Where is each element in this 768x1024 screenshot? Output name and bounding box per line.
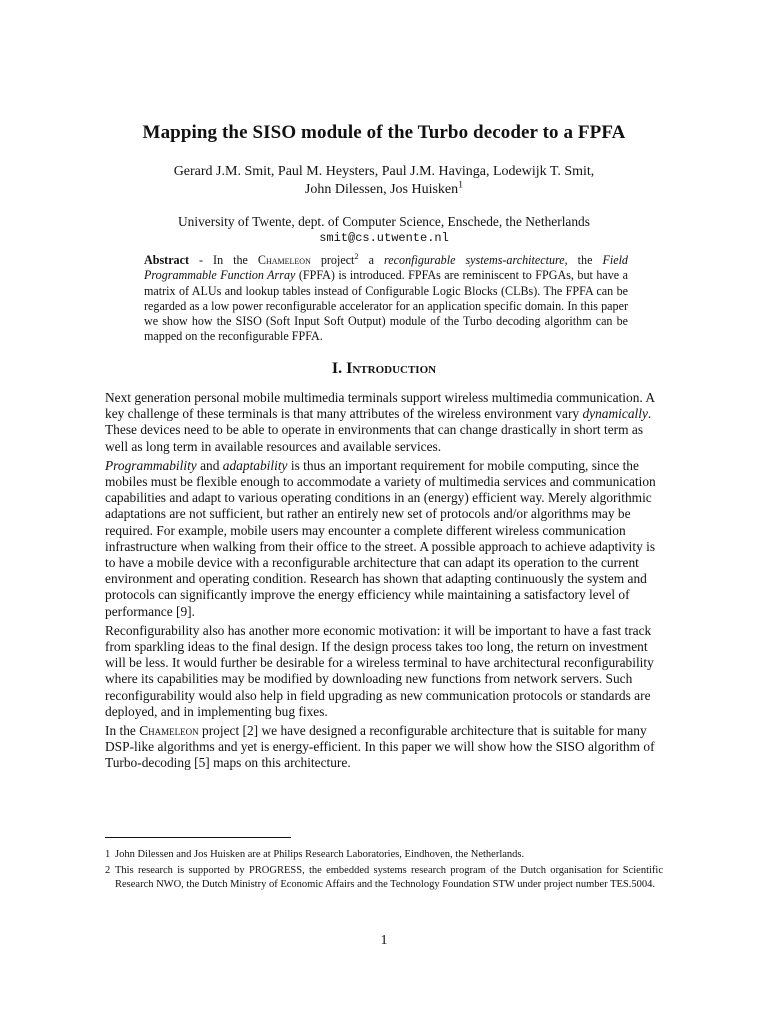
footnote-number: 2 [105, 865, 111, 876]
paragraph-text: In the [105, 723, 140, 739]
paragraph-text: . These devices need to be able to operate in environments that can change drastically in short term as well as long term in available resources and available services. [105, 406, 652, 454]
paragraph-text: Next generation personal mobile multimedia terminals support wireless multimedia communication. A key challenge of these terminals is that many attributes of the wireless environment vary [105, 390, 655, 422]
paragraph-text: is thus an important requirement for mobile computing, since the mobiles must be flexible enough to accommodate a variety of multimedia services and communication capabilities and adapt to various operating conditions in an (energy) efficient way. Merely algorithmic adaptations are not sufficient, but rather an entirely new set of protocols and/or algorithms may be required. For example, mobile users may encounter a complete different wireless communication infrastructure when walking from their office to the street. A possible approach to achieve adaptivity is to have a mobile device with a reconfigurable architecture that can adapt its operation to the current environment and operating condition. Research has shown that adapting continuously the system and protocols can significantly improve the energy efficiency while maintaining a satisfactory level of performance [9]. [105, 457, 656, 619]
abstract-emphasis: reconfigurable systems-architecture, [384, 253, 568, 267]
abstract-text: - In the [189, 253, 258, 267]
page-number: 1 [380, 933, 388, 948]
abstract-text: project [310, 253, 355, 267]
paragraph-emphasis: Programmability [105, 457, 197, 473]
paragraph-emphasis: dynamically [582, 406, 648, 422]
section-heading [0, 360, 768, 378]
paragraph-1 [105, 390, 659, 455]
paragraph-2 [105, 458, 659, 620]
paragraph-3: Reconfigurability also has another more economic motivation: it will be important to have a fast track from sparkling ideas to the final design. If the design process takes too long, the return on investment will be less. It would further be desirable for a wireless terminal to have architectural reconfigurability where its capabilities may be modified by downloading new functions from network servers. Such reconfigurability would also help in field upgrading as new communication protocols or standards are deployed, and in implementing bug fixes. [105, 622, 654, 719]
body-text [105, 390, 659, 775]
section-title: Introduction [346, 360, 437, 377]
abstract-label: Abstract [144, 253, 190, 267]
abstract [144, 250, 628, 345]
footnote-2 [105, 864, 663, 892]
section-number: I. [331, 360, 343, 377]
paragraph-4 [105, 723, 659, 772]
abstract-text: the [567, 253, 603, 267]
footnote-text: John Dilessen and Jos Huisken are at Philips Research Laboratories, Eindhoven, the Netherlands. [115, 849, 525, 860]
paragraph-emphasis: adaptability [222, 457, 288, 473]
footnote-ref-1: 1 [458, 179, 464, 191]
footnote-1 [105, 848, 663, 862]
author-email[interactable]: smit@cs.utwente.nl [319, 231, 449, 245]
paragraph-text: and [196, 457, 223, 473]
chameleon-name: Chameleon [257, 253, 311, 267]
author-list [0, 163, 768, 199]
footnote-ref-2: 2 [354, 250, 359, 261]
abstract-text: a [358, 253, 385, 267]
footnote-divider [105, 837, 291, 838]
chameleon-name: Chameleon [139, 723, 199, 739]
author-line-2 [0, 181, 768, 199]
footnote-text: This research is supported by PROGRESS, the embedded systems research program of the Dutch organisation for Scientific Research NWO, the Dutch Ministry of Economic Affairs and the Technology Foundation STW under project number TES.5004. [115, 865, 663, 890]
author-line-2-text: John Dilessen, Jos Huisken [304, 182, 459, 197]
author-line-1: Gerard J.M. Smit, Paul M. Heysters, Paul J.M. Havinga, Lodewijk T. Smit, [173, 164, 595, 179]
abstract-emphasis: Field Programmable Function Array [144, 253, 628, 283]
paper-title: Mapping the SISO module of the Turbo decoder to a FPFA [142, 122, 626, 143]
paragraph-text: project [2] we have designed a reconfigurable architecture that is suitable for many DSP-like algorithms and yet is energy-efficient. In this paper we will show how the SISO algorithm of Turbo-decoding [5] maps on this architecture. [105, 723, 655, 771]
abstract-text: (FPFA) is introduced. FPFAs are reminiscent to FPGAs, but have a matrix of ALUs and lookup tables instead of Configurable Logic Blocks (CLBs). The FPFA can be regarded as a low power reconfigurable accelerator for an application specific domain. In this paper we show how the SISO (Soft Input Soft Output) module of the Turbo decoding algorithm can be mapped on the reconfigurable FPFA. [144, 268, 628, 344]
affiliation [0, 213, 768, 247]
footnote-number: 1 [105, 849, 111, 860]
institution: University of Twente, dept. of Computer Science, Enschede, the Netherlands [178, 214, 590, 229]
